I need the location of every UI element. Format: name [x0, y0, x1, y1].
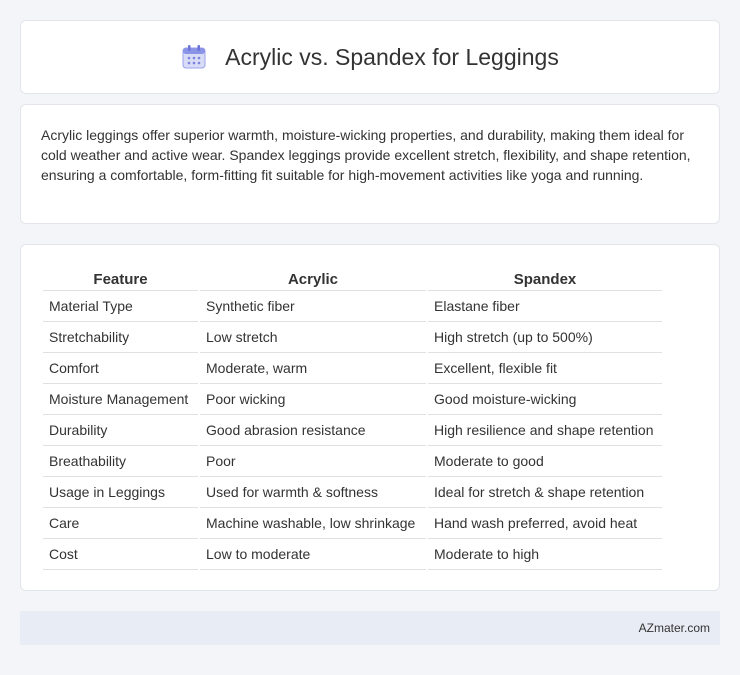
description-text: Acrylic leggings offer superior warmth, moisture-wicking properties, and durability, making them ideal for cold weather and active wear. Spandex leggings provide excellent stretch, flexibility, and shape retention, ensuring a comfortable, form-fitting fit suitable for high-movement activities like yoga and running. — [41, 127, 691, 183]
cell-acrylic: Low to moderate — [200, 539, 426, 570]
cell-feature: Moisture Management — [43, 384, 198, 415]
cell-acrylic: Low stretch — [200, 322, 426, 353]
cell-spandex: High stretch (up to 500%) — [428, 322, 662, 353]
description-card — [20, 104, 720, 224]
cell-spandex: Moderate to high — [428, 539, 662, 570]
cell-acrylic: Used for warmth & softness — [200, 477, 426, 508]
cell-acrylic: Poor — [200, 446, 426, 477]
footer — [20, 611, 720, 645]
page-title: Acrylic vs. Spandex for Leggings — [225, 43, 559, 70]
comparison-table — [41, 265, 664, 570]
cell-spandex: Excellent, flexible fit — [428, 353, 662, 384]
cell-spandex: Hand wash preferred, avoid heat — [428, 508, 662, 539]
cell-acrylic: Good abrasion resistance — [200, 415, 426, 446]
cell-feature: Stretchability — [43, 322, 198, 353]
cell-feature: Comfort — [43, 353, 198, 384]
cell-spandex: Elastane fiber — [428, 291, 662, 322]
cell-feature: Care — [43, 508, 198, 539]
cell-feature: Usage in Leggings — [43, 477, 198, 508]
cell-feature: Breathability — [43, 446, 198, 477]
cell-acrylic: Machine washable, low shrinkage — [200, 508, 426, 539]
table-header-row — [43, 265, 662, 291]
cell-feature: Durability — [43, 415, 198, 446]
footer-site-name: AZmater.com — [638, 621, 710, 635]
table-row — [43, 384, 662, 415]
cell-spandex: Good moisture-wicking — [428, 384, 662, 415]
calendar-icon — [181, 44, 207, 70]
comparison-table-card — [20, 244, 720, 591]
cell-acrylic: Moderate, warm — [200, 353, 426, 384]
cell-acrylic: Poor wicking — [200, 384, 426, 415]
header-spandex: Spandex — [428, 265, 662, 291]
cell-spandex: Ideal for stretch & shape retention — [428, 477, 662, 508]
cell-feature: Cost — [43, 539, 198, 570]
table-row — [43, 508, 662, 539]
title-card — [20, 20, 720, 94]
cell-spandex: Moderate to good — [428, 446, 662, 477]
cell-spandex: High resilience and shape retention — [428, 415, 662, 446]
table-row — [43, 446, 662, 477]
cell-acrylic: Synthetic fiber — [200, 291, 426, 322]
table-row — [43, 322, 662, 353]
header-acrylic: Acrylic — [200, 265, 426, 291]
table-row — [43, 353, 662, 384]
header-feature: Feature — [43, 265, 198, 291]
table-row — [43, 477, 662, 508]
table-row — [43, 291, 662, 322]
table-row — [43, 415, 662, 446]
table-row — [43, 539, 662, 570]
cell-feature: Material Type — [43, 291, 198, 322]
